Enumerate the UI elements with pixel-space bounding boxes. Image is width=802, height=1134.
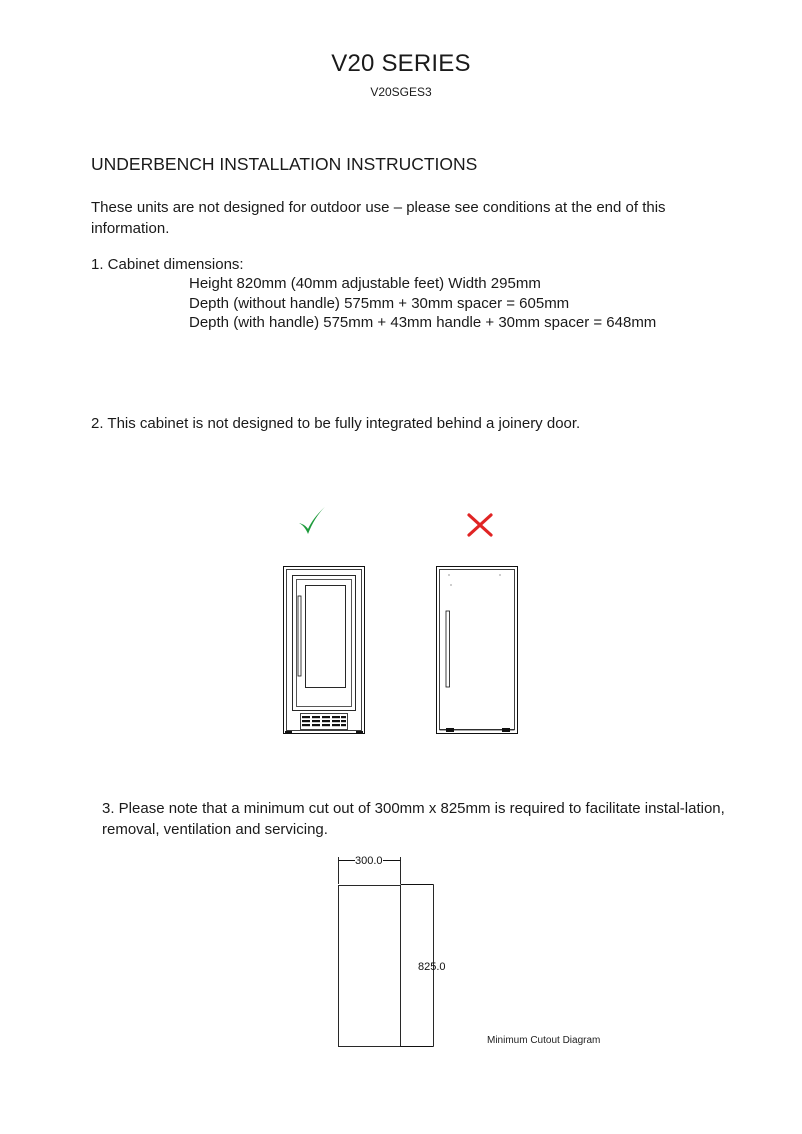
section-heading: UNDERBENCH INSTALLATION INSTRUCTIONS — [91, 154, 478, 174]
cutout-height-label: 825.0 — [418, 961, 446, 973]
cutout-caption: Minimum Cutout Diagram — [487, 1035, 601, 1046]
check-icon — [297, 503, 329, 537]
cabinet-glass-door-diagram — [283, 566, 365, 736]
cabinet-joinery-door-diagram — [436, 566, 519, 736]
item-1-label: 1. Cabinet dimensions: — [91, 256, 244, 273]
dimension-line-depth-with-handle: Depth (with handle) 575mm + 43mm handle + 30mm spacer = 648mm — [189, 314, 657, 331]
dimension-line-height: Height 820mm (40mm adjustable feet) Width 295mm — [189, 275, 541, 292]
cutout-diagram — [336, 855, 438, 1049]
cutout-width-label: 300.0 — [355, 855, 383, 867]
item-2-text: 2. This cabinet is not designed to be fully integrated behind a joinery door. — [91, 415, 581, 432]
cross-icon — [466, 512, 494, 538]
item-3-text: 3. Please note that a minimum cut out of 300mm x 825mm is required to facilitate instal-lation, removal, ventilation and servicing. — [102, 800, 725, 838]
dimension-line-depth-no-handle: Depth (without handle) 575mm + 30mm spacer = 605mm — [189, 294, 570, 312]
intro-paragraph: These units are not designed for outdoor use – please see conditions at the end of this information. — [91, 199, 666, 237]
model-number: V20SGES3 — [370, 85, 432, 99]
page-title: V20 SERIES — [331, 50, 471, 77]
